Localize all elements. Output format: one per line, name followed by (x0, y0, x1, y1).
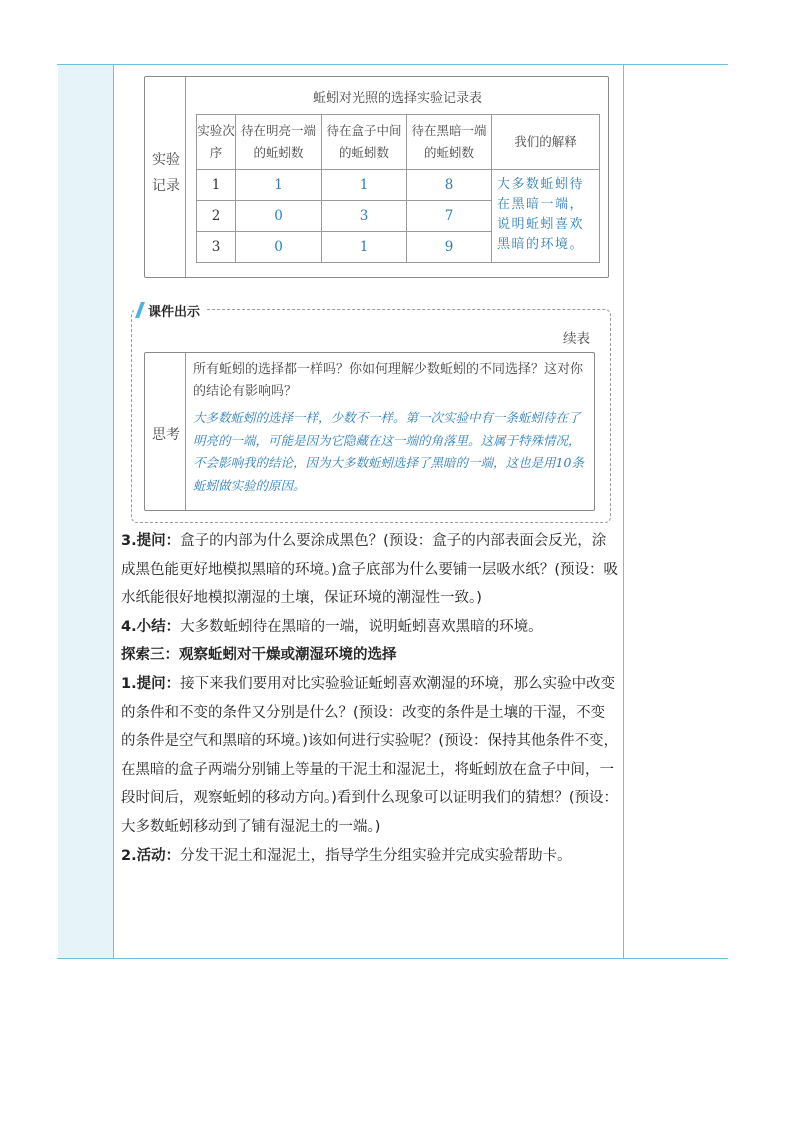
dark-count: 8 (407, 170, 492, 201)
paragraph-head: 1.提问： (121, 675, 181, 692)
courseware-tag-label: 课件出示 (148, 304, 201, 320)
header-dark: 待在黑暗一端的蚯蚓数 (407, 115, 492, 170)
paragraph-text: 盒子的内部为什么要涂成黑色？(预设：盒子的内部表面会反光，涂成黑色能更好地模拟黑暗的环境。)盒子底部为什么要铺一层吸水纸？(预设：吸水纸能很好地模拟潮湿的土壤，保证环境的潮湿性一致。) (121, 533, 619, 607)
header-explanation: 我们的解释 (492, 115, 600, 170)
experiment-record-table (144, 76, 609, 278)
section-heading-text: 探索三：观察蚯蚓对干燥或潮湿环境的选择 (121, 647, 397, 664)
think-table (144, 352, 595, 511)
paragraph-question-1 (121, 670, 619, 842)
trial-number: 2 (197, 201, 236, 232)
paragraph-question-3 (121, 527, 619, 613)
paragraph-head: 4.小结： (121, 618, 181, 635)
section-heading (121, 641, 619, 670)
trial-number: 1 (197, 170, 236, 201)
record-side-cell (145, 77, 186, 277)
header-trial: 实验次序 (197, 115, 236, 170)
middle-count: 1 (322, 232, 407, 263)
paragraph-head: 2.活动： (121, 847, 181, 864)
think-label: 思考 (152, 427, 180, 443)
trial-number: 3 (197, 232, 236, 263)
paragraph-summary-4 (121, 613, 619, 642)
middle-count: 3 (322, 201, 407, 232)
record-table-title: 蚯蚓对光照的选择实验记录表 (312, 91, 482, 106)
think-answer: 大多数蚯蚓的选择一样，少数不一样。第一次实验中有一条蚯蚓待在了明亮的一端，可能是因为它隐藏在这一端的角落里。这属于特殊情况，不会影响我的结论，因为大多数蚯蚓选择了黑暗的一端，这也是用10条蚯蚓做实验的原因。 (193, 410, 584, 493)
header-middle: 待在盒子中间的蚯蚓数 (322, 115, 407, 170)
bright-count: 0 (236, 201, 322, 232)
table-row (197, 170, 600, 201)
paragraph-activity-2 (121, 842, 619, 871)
middle-count: 1 (322, 170, 407, 201)
courseware-tag (134, 299, 206, 321)
tag-stripe-icon (135, 302, 145, 318)
think-side-cell (145, 353, 186, 510)
continued-label: 续表 (563, 331, 590, 347)
record-grid (196, 114, 600, 263)
bright-count: 0 (236, 232, 322, 263)
dark-count: 9 (407, 232, 492, 263)
dark-count: 7 (407, 201, 492, 232)
record-header-row (197, 115, 600, 170)
lesson-body (121, 527, 619, 870)
left-column-band (58, 65, 114, 958)
record-side-label: 实验记录 (152, 152, 180, 194)
paragraph-text: 大多数蚯蚓待在黑暗的一端，说明蚯蚓喜欢黑暗的环境。 (180, 618, 543, 635)
frame-divider-left (113, 64, 114, 959)
think-question: 所有蚯蚓的选择都一样吗？你如何理解少数蚯蚓的不同选择？这对你的结论有影响吗？ (193, 362, 584, 399)
frame-bottom-border (57, 958, 728, 959)
paragraph-text: 分发干泥土和湿泥土，指导学生分组实验并完成实验帮助卡。 (180, 847, 572, 864)
paragraph-text: 接下来我们要用对比实验验证蚯蚓喜欢潮湿的环境，那么实验中改变的条件和不变的条件又分别是什么？(预设：改变的条件是土壤的干湿，不变的条件是空气和黑暗的环境。)该如何进行实验呢？(预设：保持其他条件不变，在黑暗的盒子两端分别铺上等量的干泥土和湿泥土，将蚯蚓放在盒子中间，一段时间后，观察蚯蚓的移动方向。)看到什么现象可以证明我们的猜想？(预设：大多数蚯蚓移动到了铺有湿泥土的一端。) (121, 675, 619, 835)
bright-count: 1 (236, 170, 322, 201)
frame-top-border (57, 64, 728, 65)
explanation-cell: 大多数蚯蚓待在黑暗一端，说明蚯蚓喜欢黑暗的环境。 (492, 170, 600, 263)
frame-divider-right (623, 64, 624, 959)
header-bright: 待在明亮一端的蚯蚓数 (236, 115, 322, 170)
paragraph-head: 3.提问： (121, 533, 181, 549)
